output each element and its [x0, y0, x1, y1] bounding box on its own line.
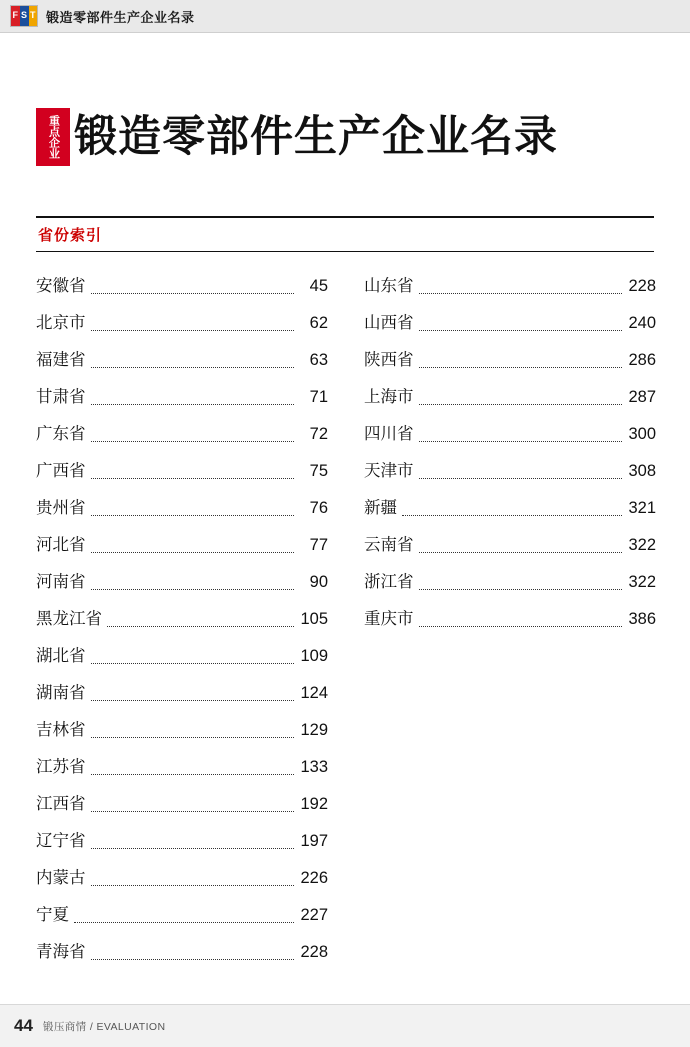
- entry-label: 北京市: [36, 314, 86, 332]
- top-bar: [0, 0, 690, 33]
- entry-label: 贵州省: [36, 499, 86, 517]
- logo-letter-1: F: [11, 6, 20, 26]
- leader-dots: [91, 551, 295, 553]
- province-index: [36, 264, 656, 967]
- entry-label: 江苏省: [36, 758, 86, 776]
- list-item[interactable]: [36, 523, 328, 560]
- list-item[interactable]: [36, 708, 328, 745]
- entry-label: 福建省: [36, 351, 86, 369]
- entry-label: 吉林省: [36, 721, 86, 739]
- entry-label: 上海市: [364, 388, 414, 406]
- leader-dots: [91, 773, 295, 775]
- leader-dots: [91, 847, 295, 849]
- entry-label: 陕西省: [364, 351, 414, 369]
- entry-label: 新疆: [364, 499, 397, 517]
- section-header-label: 省份索引: [38, 227, 103, 244]
- list-item[interactable]: [36, 560, 328, 597]
- entry-label: 广西省: [36, 462, 86, 480]
- entry-page: 192: [300, 795, 328, 813]
- leader-dots: [91, 884, 295, 886]
- entry-page: 240: [628, 314, 656, 332]
- list-item[interactable]: [36, 338, 328, 375]
- leader-dots: [91, 699, 295, 701]
- entry-label: 山东省: [364, 277, 414, 295]
- leader-dots: [74, 921, 294, 923]
- entry-label: 河南省: [36, 573, 86, 591]
- leader-dots: [91, 329, 295, 331]
- list-item[interactable]: [36, 597, 328, 634]
- list-item[interactable]: [364, 449, 656, 486]
- list-item[interactable]: [364, 597, 656, 634]
- entry-label: 甘肃省: [36, 388, 86, 406]
- entry-page: 227: [300, 906, 328, 924]
- logo-letter-2: S: [20, 6, 29, 26]
- leader-dots: [107, 625, 294, 627]
- list-item[interactable]: [364, 486, 656, 523]
- entry-page: 71: [309, 388, 328, 406]
- entry-page: 77: [309, 536, 328, 554]
- entry-page: 76: [309, 499, 328, 517]
- entry-page: 105: [300, 610, 328, 628]
- entry-page: 308: [628, 462, 656, 480]
- entry-page: 62: [309, 314, 328, 332]
- list-item[interactable]: [36, 745, 328, 782]
- entry-page: 300: [628, 425, 656, 443]
- list-item[interactable]: [36, 375, 328, 412]
- section-header: [36, 216, 654, 252]
- list-item[interactable]: [36, 782, 328, 819]
- list-item[interactable]: [36, 264, 328, 301]
- list-item[interactable]: [364, 412, 656, 449]
- entry-label: 广东省: [36, 425, 86, 443]
- list-item[interactable]: [36, 449, 328, 486]
- footer-page-number: 44: [14, 1016, 33, 1035]
- entry-label: 湖北省: [36, 647, 86, 665]
- top-bar-title: 锻造零部件生产企业名录: [46, 9, 195, 25]
- entry-label: 内蒙古: [36, 869, 86, 887]
- list-item[interactable]: [36, 930, 328, 967]
- leader-dots: [91, 366, 295, 368]
- page-title-block: [36, 108, 660, 166]
- list-item[interactable]: [36, 486, 328, 523]
- leader-dots: [91, 440, 295, 442]
- list-item[interactable]: [36, 819, 328, 856]
- title-stamp-badge: 重点企业: [36, 108, 70, 166]
- leader-dots: [91, 403, 295, 405]
- leader-dots: [419, 329, 623, 331]
- leader-dots: [91, 292, 295, 294]
- entry-page: 90: [309, 573, 328, 591]
- list-item[interactable]: [36, 634, 328, 671]
- entry-page: 228: [628, 277, 656, 295]
- entry-page: 322: [628, 536, 656, 554]
- leader-dots: [91, 736, 295, 738]
- entry-label: 青海省: [36, 943, 86, 961]
- logo-letter-3: T: [29, 6, 38, 26]
- entry-label: 黑龙江省: [36, 610, 102, 628]
- entry-label: 天津市: [364, 462, 414, 480]
- leader-dots: [402, 514, 622, 516]
- entry-page: 129: [300, 721, 328, 739]
- entry-page: 321: [628, 499, 656, 517]
- leader-dots: [419, 551, 623, 553]
- list-item[interactable]: [36, 856, 328, 893]
- page-footer: [0, 1004, 690, 1047]
- entry-page: 72: [309, 425, 328, 443]
- list-item[interactable]: [36, 412, 328, 449]
- entry-page: 287: [628, 388, 656, 406]
- list-item[interactable]: [364, 301, 656, 338]
- entry-label: 安徽省: [36, 277, 86, 295]
- entry-label: 重庆市: [364, 610, 414, 628]
- entry-page: 75: [309, 462, 328, 480]
- list-item[interactable]: [36, 301, 328, 338]
- entry-label: 浙江省: [364, 573, 414, 591]
- index-column-left: [36, 264, 328, 967]
- list-item[interactable]: [36, 893, 328, 930]
- entry-label: 宁夏: [36, 906, 69, 924]
- entry-page: 226: [300, 869, 328, 887]
- leader-dots: [419, 403, 623, 405]
- entry-label: 辽宁省: [36, 832, 86, 850]
- entry-label: 江西省: [36, 795, 86, 813]
- leader-dots: [419, 440, 623, 442]
- leader-dots: [91, 588, 295, 590]
- entry-page: 133: [300, 758, 328, 776]
- entry-page: 197: [300, 832, 328, 850]
- leader-dots: [419, 477, 623, 479]
- entry-label: 云南省: [364, 536, 414, 554]
- leader-dots: [419, 292, 623, 294]
- leader-dots: [419, 366, 623, 368]
- list-item[interactable]: [364, 523, 656, 560]
- entry-page: 386: [628, 610, 656, 628]
- entry-page: 63: [309, 351, 328, 369]
- entry-page: 124: [300, 684, 328, 702]
- entry-page: 45: [309, 277, 328, 295]
- leader-dots: [91, 958, 295, 960]
- leader-dots: [91, 810, 295, 812]
- list-item[interactable]: [364, 264, 656, 301]
- page-title: 锻造零部件生产企业名录: [74, 113, 558, 161]
- entry-label: 河北省: [36, 536, 86, 554]
- entry-page: 228: [300, 943, 328, 961]
- entry-page: 286: [628, 351, 656, 369]
- list-item[interactable]: [364, 375, 656, 412]
- publication-logo-icon: [10, 5, 38, 27]
- list-item[interactable]: [36, 671, 328, 708]
- entry-label: 山西省: [364, 314, 414, 332]
- entry-label: 湖南省: [36, 684, 86, 702]
- entry-page: 109: [300, 647, 328, 665]
- list-item[interactable]: [364, 560, 656, 597]
- leader-dots: [91, 662, 295, 664]
- index-column-right: [364, 264, 656, 967]
- leader-dots: [91, 477, 295, 479]
- leader-dots: [91, 514, 295, 516]
- leader-dots: [419, 625, 623, 627]
- list-item[interactable]: [364, 338, 656, 375]
- leader-dots: [419, 588, 623, 590]
- entry-page: 322: [628, 573, 656, 591]
- entry-label: 四川省: [364, 425, 414, 443]
- footer-label: 锻压商情 / EVALUATION: [42, 1020, 166, 1033]
